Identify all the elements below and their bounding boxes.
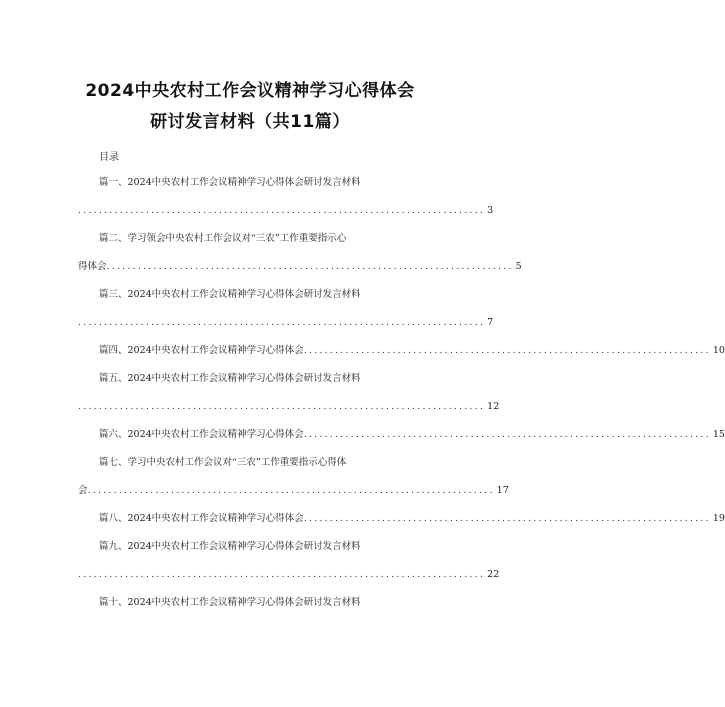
toc-entry-3-leader[interactable]	[78, 317, 494, 329]
toc-entry-4-title: 篇四、2024中央农村工作会议精神学习心得体会	[99, 345, 304, 356]
toc-entry-6-title: 篇六、2024中央农村工作会议精神学习心得体会	[99, 429, 304, 440]
toc-heading: 目录	[99, 152, 119, 163]
dot-leader: ..............................................................................	[78, 205, 486, 216]
toc-entry-1-page: 3	[487, 205, 494, 216]
toc-entry-8[interactable]	[99, 513, 725, 525]
dot-leader: ..............................................................................	[106, 261, 514, 272]
toc-entry-4[interactable]	[99, 345, 725, 357]
dot-leader: ..............................................................................	[78, 569, 486, 580]
dot-leader: ..............................................................................	[303, 513, 711, 524]
toc-entry-7-page: 17	[496, 485, 509, 496]
toc-entry-3-page: 7	[487, 317, 494, 328]
dot-leader: ..............................................................................	[303, 345, 711, 356]
toc-entry-2-tail: 得体会	[78, 261, 107, 272]
toc-entry-7-tail: 会	[78, 485, 88, 496]
toc-entry-1-leader[interactable]	[78, 205, 494, 217]
toc-entry-3-title[interactable]: 篇三、2024中央农村工作会议精神学习心得体会研讨发言材料	[99, 289, 361, 300]
toc-entry-2-title[interactable]: 篇二、学习领会中央农村工作会议对“三农”工作重要指示心	[99, 233, 347, 244]
toc-entry-8-page: 19	[712, 513, 725, 524]
toc-entry-2-leader[interactable]	[78, 261, 522, 273]
toc-entry-7-title[interactable]: 篇七、学习中央农村工作会议对“三农”工作重要指示心得体	[99, 457, 347, 468]
toc-entry-6-page: 15	[712, 429, 725, 440]
dot-leader: ..............................................................................	[78, 401, 486, 412]
toc-entry-4-page: 10	[712, 345, 725, 356]
toc-entry-9-leader[interactable]	[78, 569, 500, 581]
toc-entry-5-leader[interactable]	[78, 401, 500, 413]
toc-entry-5-page: 12	[487, 401, 500, 412]
document-title-line-2: 研讨发言材料（共11篇）	[150, 112, 350, 132]
toc-entry-10-title[interactable]: 篇十、2024中央农村工作会议精神学习心得体会研讨发言材料	[99, 597, 361, 608]
dot-leader: ..............................................................................	[78, 317, 486, 328]
dot-leader: ..............................................................................	[87, 485, 495, 496]
toc-entry-1-title[interactable]: 篇一、2024中央农村工作会议精神学习心得体会研讨发言材料	[99, 177, 361, 188]
toc-entry-8-title: 篇八、2024中央农村工作会议精神学习心得体会	[99, 513, 304, 524]
dot-leader: ..............................................................................	[303, 429, 711, 440]
toc-entry-6[interactable]	[99, 429, 725, 441]
toc-entry-7-leader[interactable]	[78, 485, 509, 497]
toc-entry-2-page: 5	[515, 261, 522, 272]
toc-entry-9-page: 22	[487, 569, 500, 580]
toc-entry-9-title[interactable]: 篇九、2024中央农村工作会议精神学习心得体会研讨发言材料	[99, 541, 361, 552]
document-title-line-1: 2024中央农村工作会议精神学习心得体会	[85, 81, 415, 101]
toc-entry-5-title[interactable]: 篇五、2024中央农村工作会议精神学习心得体会研讨发言材料	[99, 373, 361, 384]
